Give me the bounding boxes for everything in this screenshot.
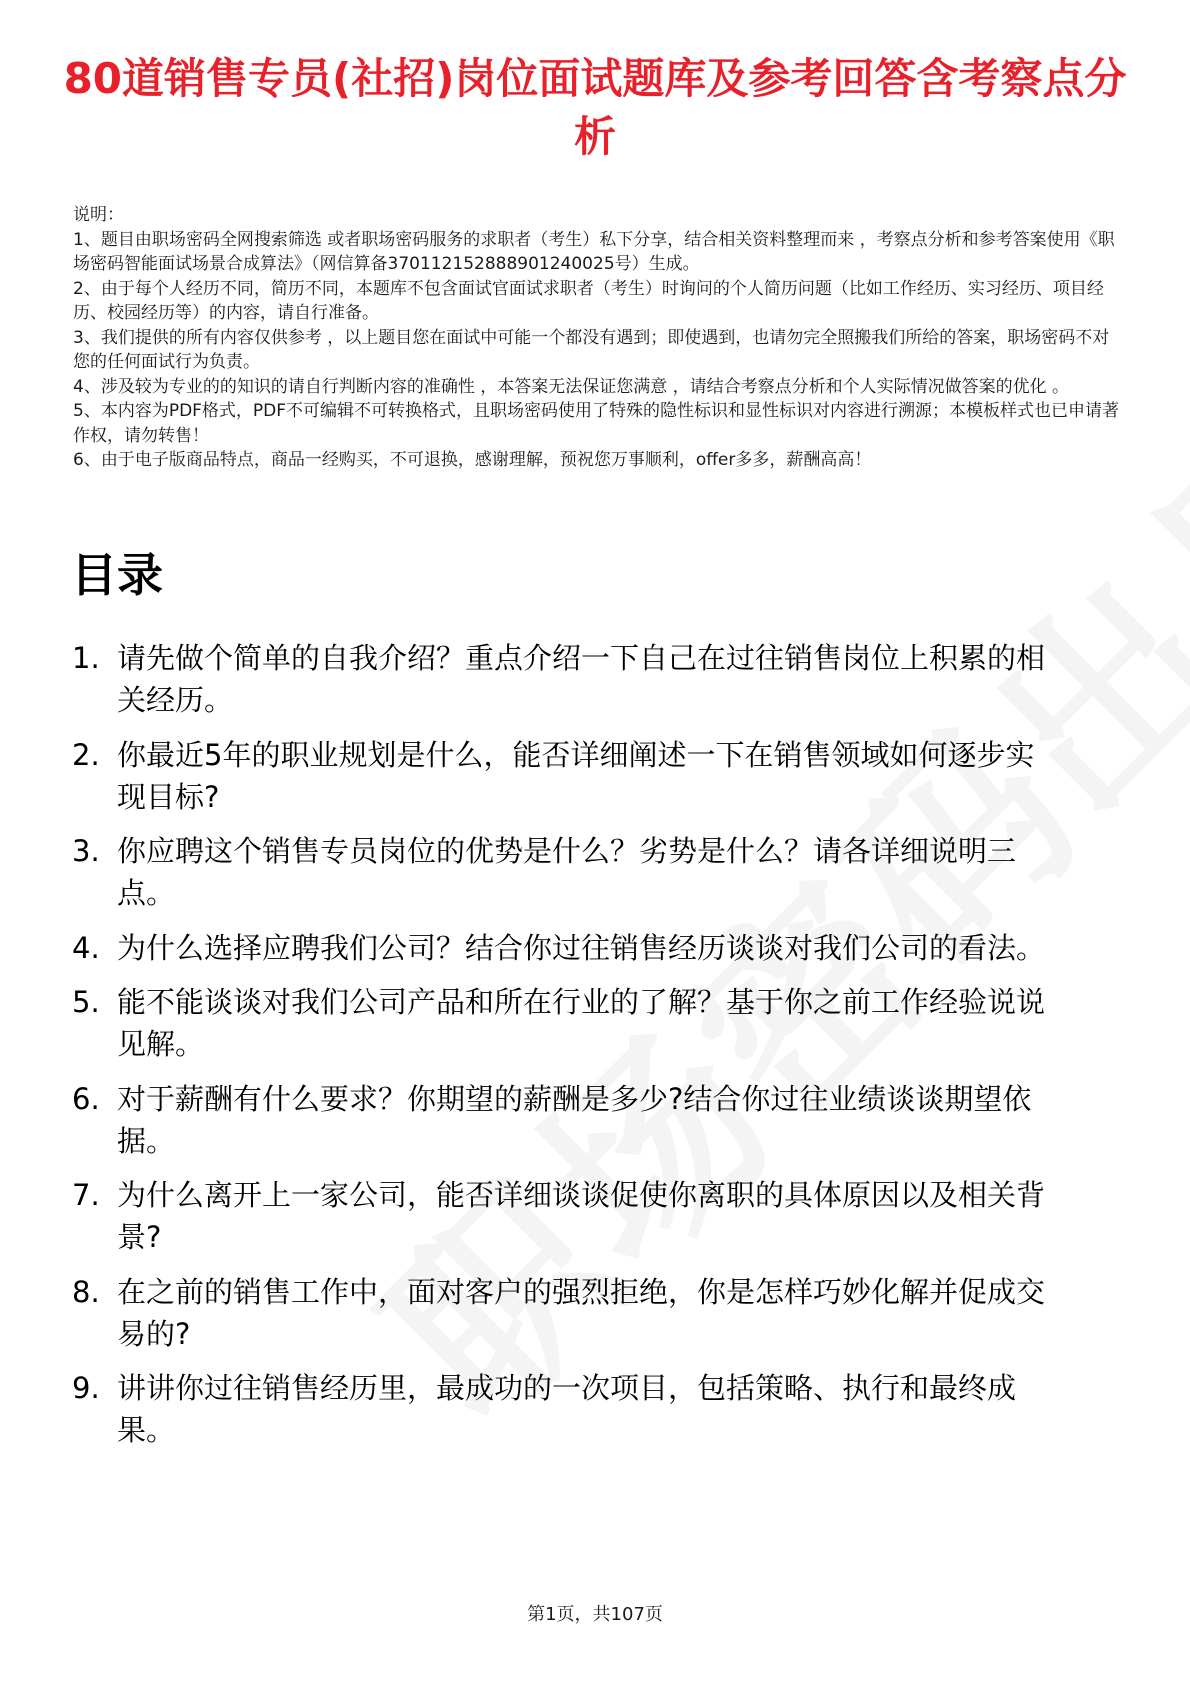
note-item: 6、由于电子版商品特点，商品一经购买，不可退换，感谢理解，预祝您万事顺利，offer多多，薪酬高高！	[73, 450, 872, 470]
toc-item-text: 请先做个简单的自我介绍？重点介绍一下自己在过往销售岗位上积累的相关经历。	[117, 641, 1046, 717]
toc-item-number: 7.	[72, 1178, 100, 1212]
page-footer: 第1页，共107页	[527, 1604, 663, 1625]
toc-item-text: 你最近5年的职业规划是什么，能否详细阐述一下在销售领域如何逐步实现目标?	[117, 737, 1035, 814]
toc-item-number: 8.	[72, 1274, 100, 1309]
notes-section	[73, 203, 1123, 473]
toc-item-number: 2.	[72, 737, 100, 772]
toc-item-text: 你应聘这个销售专员岗位的优势是什么？劣势是什么？请各详细说明三点。	[117, 834, 1017, 910]
toc-item[interactable]	[72, 734, 1072, 818]
toc-item[interactable]	[72, 927, 1072, 969]
toc-item[interactable]	[72, 981, 1072, 1065]
toc-heading: 目录	[71, 548, 163, 602]
note-item: 1、题目由职场密码全网搜索筛选 或者职场密码服务的求职者（考生）私下分享，结合相关资料整理而来 ，考察点分析和参考答案使用《职场密码智能面试场景合成算法》（网信算备370112152888901240025号）生成。	[73, 229, 1115, 274]
toc-item[interactable]	[72, 1271, 1072, 1355]
toc-item-text: 对于薪酬有什么要求？你期望的薪酬是多少?结合你过往业绩谈谈期望依据。	[117, 1081, 1032, 1158]
toc-item-number: 1.	[72, 641, 100, 675]
toc-item-text: 在之前的销售工作中，面对客户的强烈拒绝，你是怎样巧妙化解并促成交易的?	[117, 1274, 1046, 1351]
toc-item-number: 9.	[72, 1371, 100, 1405]
toc-item-text: 能不能谈谈对我们公司产品和所在行业的了解？基于你之前工作经验说说见解。	[117, 985, 1046, 1061]
toc-item[interactable]	[72, 1367, 1072, 1451]
toc-item[interactable]	[72, 637, 1072, 721]
toc-item-text: 讲讲你过往销售经历里，最成功的一次项目，包括策略、执行和最终成果。	[117, 1371, 1017, 1447]
note-item: 4、涉及较为专业的的知识的请自行判断内容的准确性 ，本答案无法保证您满意 ，请结合考察点分析和个人实际情况做答案的优化 。	[73, 376, 1070, 397]
toc-item-number: 3.	[72, 834, 100, 868]
toc-item-number: 4.	[72, 930, 100, 965]
toc-item-text: 为什么离开上一家公司，能否详细谈谈促使你离职的具体原因以及相关背景?	[117, 1178, 1046, 1254]
toc-item[interactable]	[72, 830, 1072, 914]
notes-heading: 说明：	[73, 205, 124, 225]
document-title: 80道销售专员(社招)岗位面试题库及参考回答含考察点分析	[63, 54, 1127, 161]
note-item: 2、由于每个人经历不同，简历不同，本题库不包含面试官面试求职者（考生）时询问的个人简历问题（比如工作经历、实习经历、项目经历、校园经历等）的内容，请自行准备。	[73, 278, 1104, 323]
toc-item[interactable]	[72, 1078, 1072, 1162]
toc-item[interactable]	[72, 1174, 1072, 1258]
toc-list	[72, 637, 1072, 1464]
toc-item-text: 为什么选择应聘我们公司？结合你过往销售经历谈谈对我们公司的看法。	[117, 930, 1046, 965]
note-item: 3、我们提供的所有内容仅供参考 ，以上题目您在面试中可能一个都没有遇到；即使遇到，也请勿完全照搬我们所给的答案，职场密码不对您的任何面试行为负责。	[73, 327, 1110, 372]
toc-item-number: 5.	[72, 985, 100, 1019]
toc-item-number: 6.	[72, 1081, 100, 1116]
note-item: 5、本内容为PDF格式，PDF不可编辑不可转换格式，且职场密码使用了特殊的隐性标识和显性标识对内容进行溯源；本模板样式也已申请著作权，请勿转售！	[73, 401, 1120, 446]
